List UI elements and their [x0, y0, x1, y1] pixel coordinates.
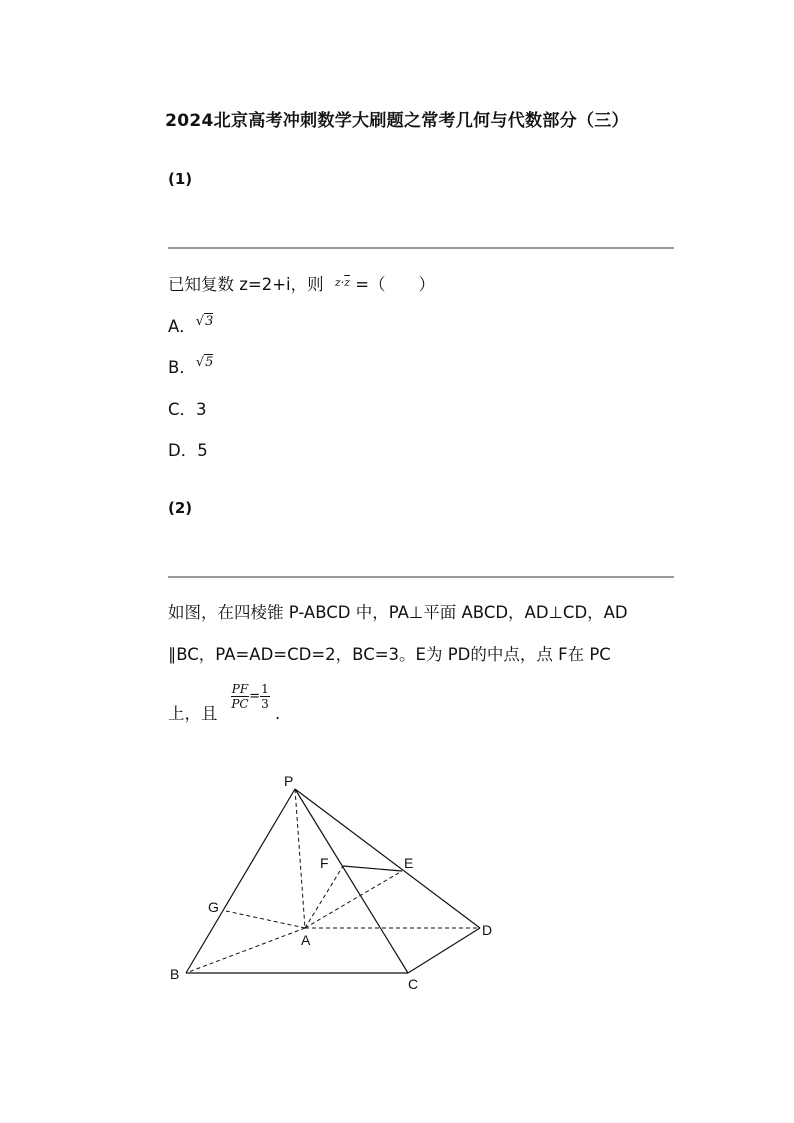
question-1-stem-suffix: =（ ）	[355, 275, 436, 294]
segment-ag	[226, 911, 305, 928]
segment-af	[305, 866, 343, 928]
product-expression: z·z	[334, 276, 350, 289]
edge-pa	[295, 789, 305, 928]
sqrt-3: √3	[195, 314, 214, 329]
edge-ab	[186, 928, 305, 973]
sqrt-5: √5	[195, 355, 214, 370]
question-2-line-1: 如图，在四棱锥 P-ABCD 中，PA⊥平面 ABCD，AD⊥CD，AD	[168, 603, 628, 622]
label-a: A	[301, 932, 311, 948]
option-a-label: A．	[168, 317, 196, 336]
option-b-label: B．	[168, 358, 196, 377]
edge-pc	[295, 789, 408, 973]
page-title: 2024北京高考冲刺数学大刷题之常考几何与代数部分（三）	[165, 111, 629, 131]
equals-sign: =	[249, 689, 261, 704]
option-d: D．5	[168, 441, 208, 460]
label-p: P	[284, 773, 294, 789]
line-3-suffix: .	[274, 704, 281, 723]
label-e: E	[404, 855, 414, 871]
question-1-stem-prefix: 已知复数 z=2+i，则	[168, 275, 324, 294]
segment-ae	[305, 871, 402, 928]
fraction-one-third: $\frac{1}{3}$	[261, 682, 269, 711]
edge-pb	[186, 789, 295, 973]
label-d: D	[482, 922, 493, 938]
edge-cd	[408, 928, 480, 973]
question-1-number: (1)	[168, 170, 193, 188]
fraction-pf-pc: $\frac{PF}{PC}$	[231, 682, 249, 711]
option-c: C．3	[168, 400, 207, 419]
label-c: C	[408, 976, 419, 992]
label-f: F	[320, 855, 329, 871]
line-3-prefix: 上，且	[168, 704, 218, 723]
label-g: G	[208, 899, 219, 915]
question-2-number: (2)	[168, 499, 193, 517]
segment-fe	[343, 866, 402, 871]
label-b: B	[170, 966, 180, 982]
question-2-line-2: ∥BC，PA=AD=CD=2，BC=3。E为 PD的中点，点 F在 PC	[168, 645, 611, 664]
